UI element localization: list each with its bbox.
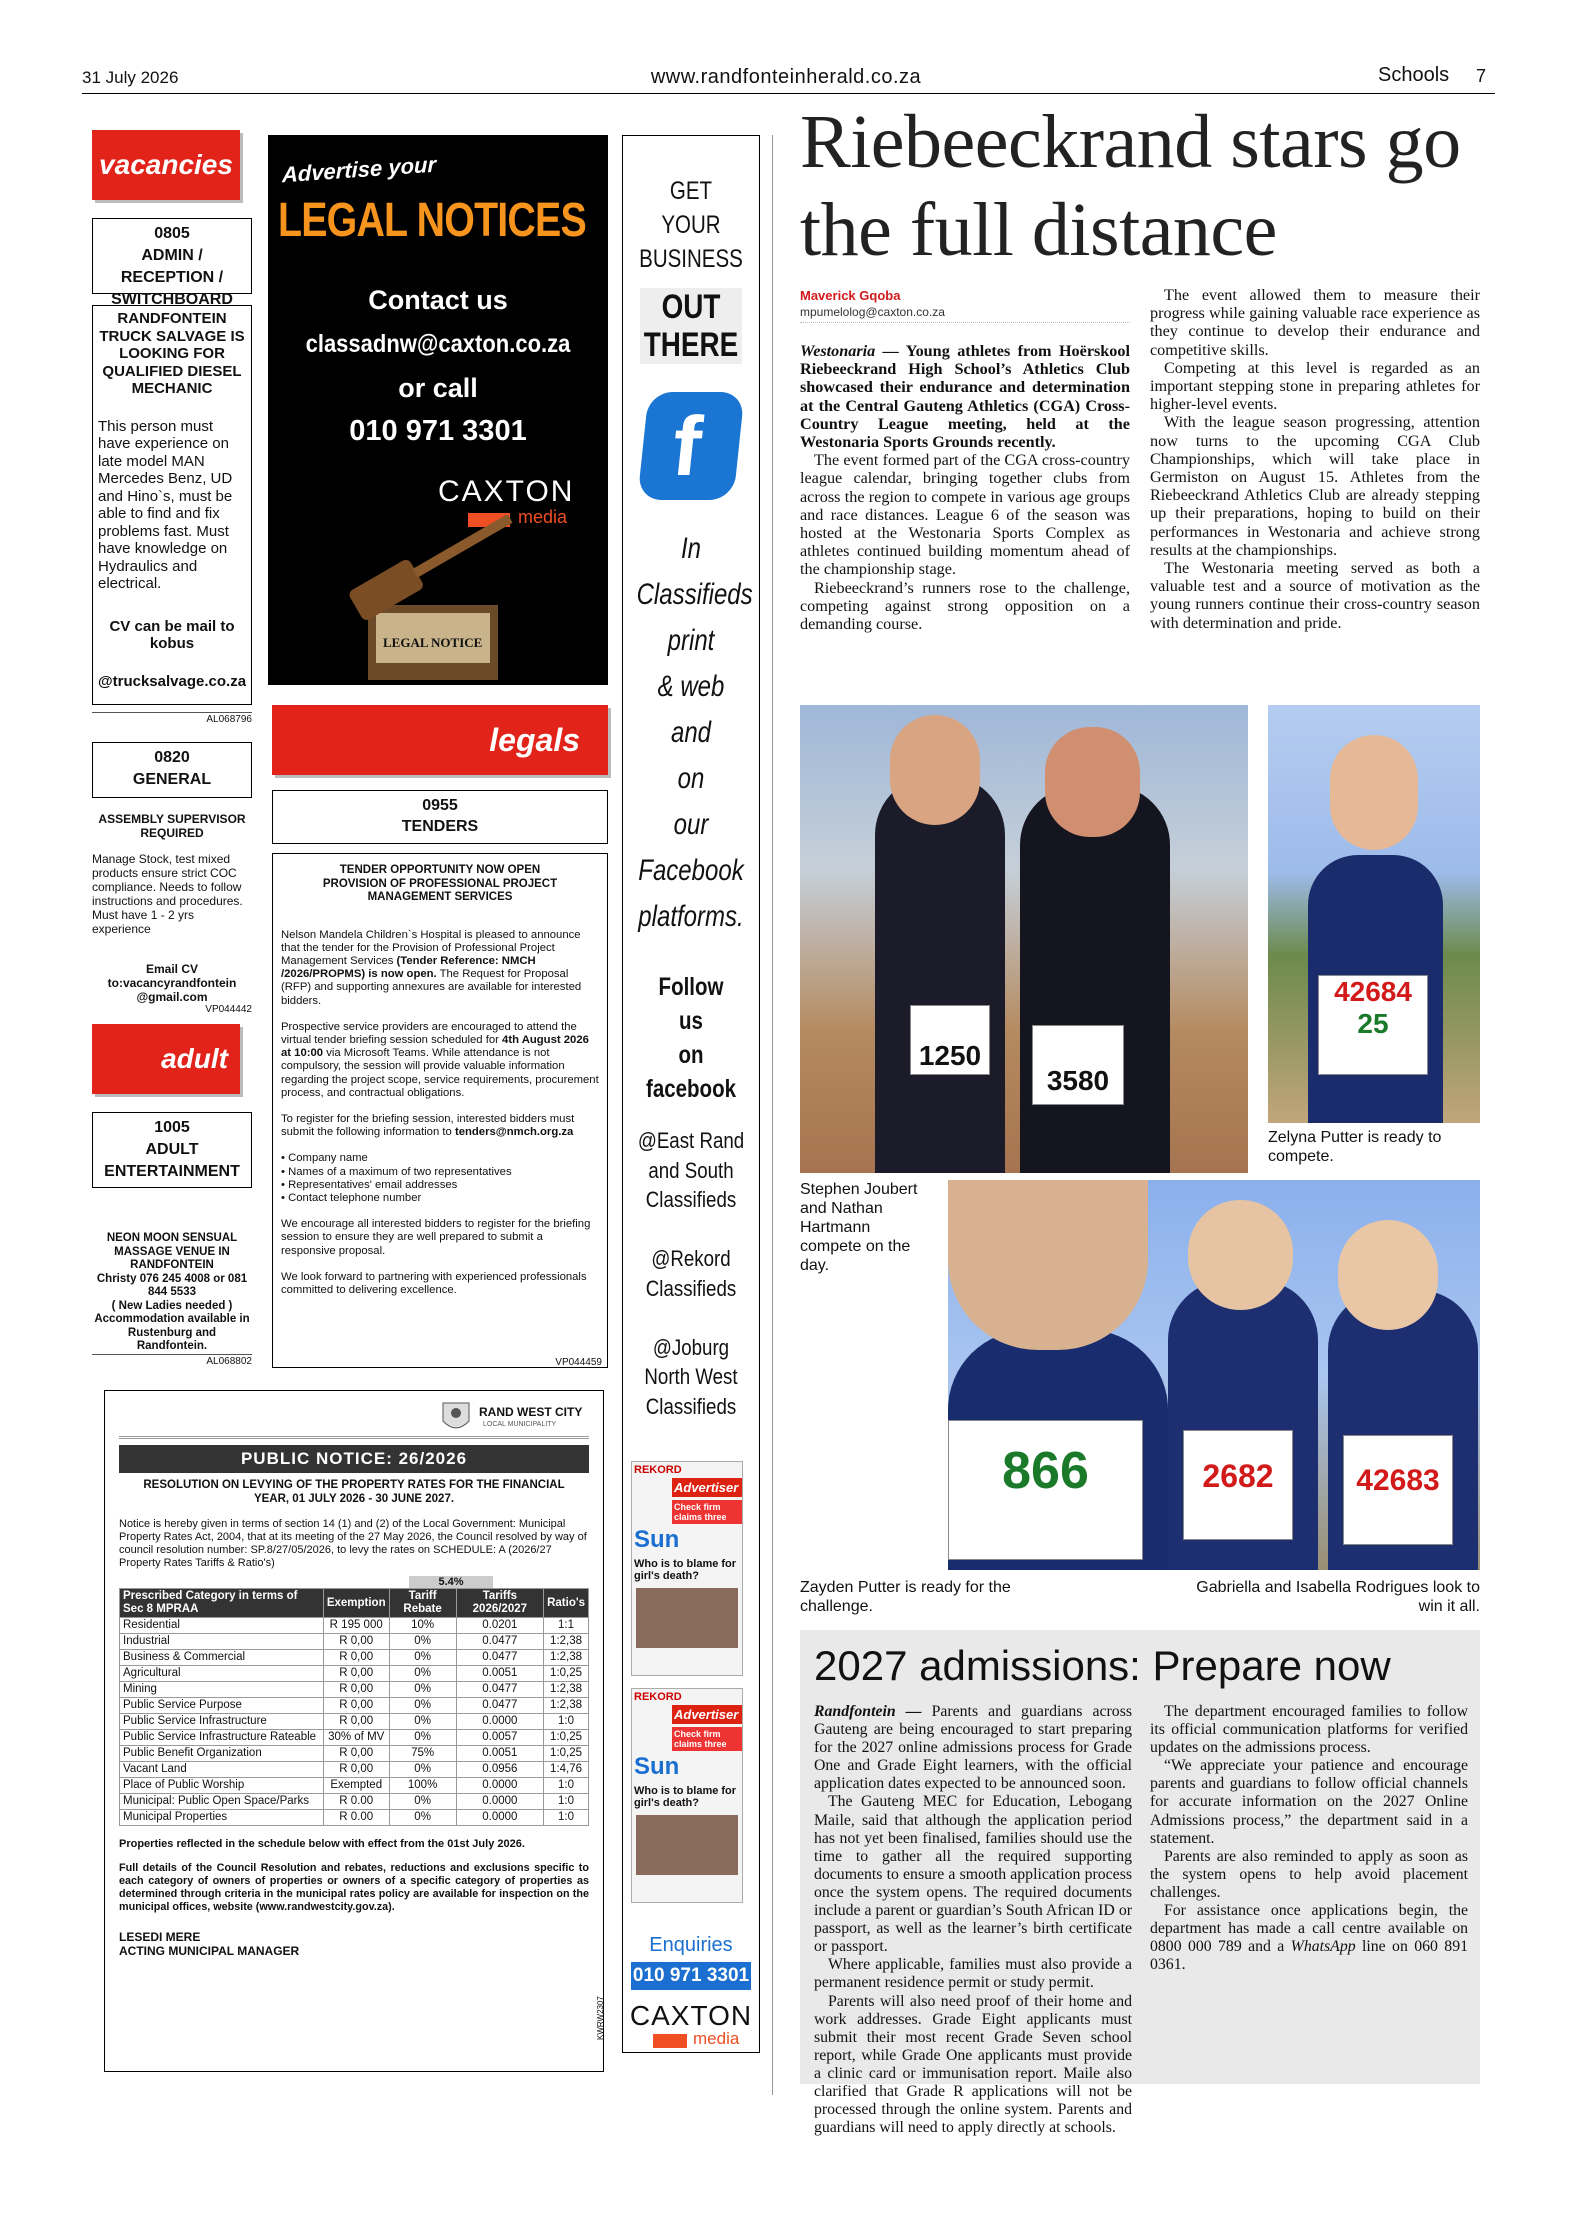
neon-ad-ref: AL068802 [92, 1354, 252, 1370]
article1-lead: Young athletes from Hoërskool Riebeeckrand High School’s Athletics Club showcased their endurance and determination at the Central Gauteng Athletics (CGA) Cross-Country League meeting, held at the Westonaria Sports Grounds recently. [800, 342, 1130, 452]
issue-date: 31 July 2026 [82, 68, 179, 87]
notice-org-sub: LOCAL MUNICIPALITY [483, 1421, 557, 1428]
rates-cell: R 0,00 [323, 1762, 389, 1778]
rates-cell: 100% [389, 1778, 456, 1794]
tender-para-4: We encourage all interested bidders to register for the briefing session to ensure they are well prepared to submit a responsive proposal. [281, 1218, 591, 1257]
rates-cell: 1:0,25 [544, 1746, 589, 1762]
notice-header [119, 1399, 589, 1439]
legal-ad-contact: Contact us [368, 285, 508, 315]
rates-cell: Residential [120, 1618, 324, 1634]
rates-cell: 0.0000 [456, 1794, 543, 1810]
rates-cell: 0.0477 [456, 1634, 543, 1650]
rates-cell: 0% [389, 1794, 456, 1810]
header-rule [82, 93, 1495, 94]
rates-table-row [120, 1810, 589, 1826]
rates-cell: 1:2,38 [544, 1682, 589, 1698]
rates-cell: R 0.00 [323, 1794, 389, 1810]
article2-p8b: WhatsApp [1290, 1938, 1356, 1956]
adult-banner [92, 1024, 240, 1094]
rates-cell: 0.0000 [456, 1778, 543, 1794]
rates-cell: 1:2,38 [544, 1650, 589, 1666]
truck-ad-email: @trucksalvage.co.za [98, 672, 247, 690]
rates-cell: 0.0477 [456, 1682, 543, 1698]
column-rule [772, 135, 773, 2095]
rates-table-row [120, 1714, 589, 1730]
bib-zelyna [1318, 975, 1428, 1075]
legal-ad-phone: 010 971 3301 [349, 415, 527, 447]
tender-p3a: To register for the briefing session, interested bidders must submit the following information to [281, 1112, 575, 1139]
tender-p2a: Prospective service providers are encouraged to attend the virtual tender briefing session scheduled for [281, 1020, 577, 1046]
rates-cell: 0.0956 [456, 1762, 543, 1778]
article1-para-3: Riebeeckrand’s runners rose to the challenge, competing against strong opposition on a demanding course. [800, 578, 1130, 634]
paper-thumb-1 [631, 1461, 743, 1676]
tender-para-5: We look forward to partnering with experienced professionals committed to delivering excellence. [281, 1270, 587, 1296]
rates-cell: 0.0000 [456, 1810, 543, 1826]
tender-notice [272, 853, 608, 1368]
rates-cell: 1:2,38 [544, 1698, 589, 1714]
category-0820: 0820 GENERAL [92, 742, 252, 798]
rates-cell: 30% of MV [323, 1730, 389, 1746]
rates-col-header: Prescribed Category in terms of Sec 8 MPRAA [120, 1589, 324, 1618]
category-1005: 1005 ADULT ENTERTAINMENT [92, 1112, 252, 1188]
rates-cell: R 0,00 [323, 1714, 389, 1730]
tender-para-3 [281, 1113, 599, 1139]
fb-ad-brand-mark [653, 2034, 687, 2048]
article2-col2 [1150, 1703, 1468, 1974]
paper-thumb-2-photo [636, 1815, 738, 1875]
assembly-ad-email: Email CV to:vacancyrandfontein @gmail.com [107, 962, 237, 1004]
rates-cell: 1:0 [544, 1714, 589, 1730]
article1-para-5: Competing at this level is regarded as an important stepping stone in preparing athletes for higher-level events. [1150, 358, 1480, 414]
zelyna-head [1330, 735, 1418, 850]
runner-2-head [1045, 727, 1140, 837]
tender-list: • Company name • Names of a maximum of two representatives • Representatives' email addresses • Contact telephone number [281, 1152, 512, 1204]
fb-ad-brand: CAXTON [629, 2000, 753, 2031]
rates-cell: 0% [389, 1810, 456, 1826]
article1-para-7: The Westonaria meeting served as both a valuable test and a source of motivation as the young runners continue their cross-country season with determination and pride. [1150, 559, 1480, 632]
rates-cell: 0.0477 [456, 1650, 543, 1666]
article1-author: Maverick Gqoba [800, 288, 901, 303]
tender-para-2 [281, 1021, 599, 1100]
rates-cell: 0% [389, 1634, 456, 1650]
paper-thumb-1-question: Who is to blame for girl's death? [634, 1558, 737, 1582]
fb-ad-enquiries: Enquiries [649, 1934, 733, 1956]
article2-para-3: Where applicable, families must also provide a permanent residence permit or study permit. [814, 1956, 1132, 1992]
rates-table-row [120, 1650, 589, 1666]
facebook-logo-icon [637, 392, 744, 500]
rates-cell: 0% [389, 1730, 456, 1746]
truck-ad-title: RANDFONTEIN TRUCK SALVAGE IS LOOKING FOR QUALIFIED DIESEL MECHANIC [99, 310, 245, 397]
article2-col1 [814, 1703, 1132, 2137]
rates-cell: 1:0,25 [544, 1666, 589, 1682]
section-name: Schools [1378, 64, 1450, 86]
fb-ad-follow: Follow us on facebook [645, 973, 736, 1103]
rates-cell: 0.0477 [456, 1698, 543, 1714]
rates-table-row [120, 1618, 589, 1634]
rates-cell: 0.0000 [456, 1714, 543, 1730]
rates-cell: Mining [120, 1682, 324, 1698]
assembly-ad-ref: VP044442 [205, 1004, 252, 1015]
photo-stephen-nathan [800, 705, 1248, 1173]
paper-thumb-1-headline: Check firm claims three [672, 1500, 742, 1524]
tender-p2b: 4th August 2026 at 10:00 [281, 1033, 589, 1060]
facebook-ad [622, 135, 760, 2053]
caption-rodrigues: Gabriella and Isabella Rodrigues look to win it all. [1196, 1579, 1480, 1615]
truck-ad-cv: CV can be mail to kobus [109, 617, 235, 652]
tender-title: TENDER OPPORTUNITY NOW OPEN PROVISION OF PROFESSIONAL PROJECT MANAGEMENT SERVICES [322, 864, 558, 903]
photo-zayden-rodrigues [948, 1180, 1480, 1570]
tender-p1a: Nelson Mandela Children`s Hospital is pleased to announce that the tender for the Provision of Professional Project Management Services [281, 928, 581, 967]
category-0955: 0955 TENDERS [272, 790, 608, 844]
caption-zayden: Zayden Putter is ready for the challenge. [800, 1579, 1011, 1615]
rates-cell: R 0,00 [323, 1682, 389, 1698]
rates-cell: 1:0 [544, 1794, 589, 1810]
rates-cell: Vacant Land [120, 1762, 324, 1778]
article2-p8c: line on 060 891 0361. [1150, 1938, 1468, 1974]
assembly-ad-title: ASSEMBLY SUPERVISOR REQUIRED [98, 812, 246, 840]
municipal-crest-icon [439, 1399, 473, 1437]
bib-42683: 42683 [1343, 1435, 1453, 1545]
legals-label: legals [489, 722, 580, 758]
rates-cell: 0% [389, 1762, 456, 1778]
adult-label: adult [161, 1043, 228, 1074]
rates-cell: 1:0 [544, 1810, 589, 1826]
rates-table-header [120, 1589, 589, 1618]
rates-cell: Exempted [323, 1778, 389, 1794]
legal-ad-brand-sub: media [518, 507, 568, 527]
article2-para-8 [1150, 1902, 1468, 1974]
paper-thumb-1-mast: Advertiser [672, 1478, 742, 1497]
bib-3580: 3580 [1032, 1025, 1124, 1105]
gabriella-head [1188, 1200, 1293, 1310]
legal-ad-sign: LEGAL NOTICE [383, 635, 483, 650]
rates-cell: 0% [389, 1698, 456, 1714]
tender-ref: VP044459 [555, 1357, 602, 1368]
paper-thumb-2 [631, 1688, 743, 1903]
caption-zelyna: Zelyna Putter is ready to compete. [1268, 1129, 1442, 1165]
rates-cell: Public Service Purpose [120, 1698, 324, 1714]
paper-thumb-2-mast: Advertiser [672, 1705, 742, 1724]
notice-ref: KWRW2307 [596, 1996, 605, 2040]
article1-col1 [800, 342, 1130, 633]
rates-col-header: Ratio's [544, 1589, 589, 1618]
rates-col-header: Tariffs 2026/2027 [456, 1589, 543, 1618]
isabella-head [1338, 1220, 1438, 1330]
rates-cell: 0.0057 [456, 1730, 543, 1746]
byline-rule [800, 322, 1130, 323]
fb-ad-out: OUT THERE [640, 288, 742, 364]
vacancies-label: vacancies [99, 149, 233, 180]
fb-letter: f [668, 399, 706, 493]
article2-p8a: For assistance once applications begin, the department has made a call centre available on 0800 000 789 and a [1150, 1902, 1468, 1956]
category-0805: 0805 ADMIN / RECEPTION / SWITCHBOARD [92, 218, 252, 294]
zayden-head [948, 1180, 1148, 1350]
notice-intro: Notice is hereby given in terms of section 14 (1) and (2) of the Local Government: Municipal Property Rates Act, 2004, that at its meeting of the 27 May 2026, the Council resolved by way of council resolution number: SP.8/27/05/2026, to levy the rates on SCHEDULE: A (2026/27 Property Rates Tariffs & Ratio's) [119, 1518, 587, 1569]
rates-cell: Industrial [120, 1634, 324, 1650]
paper-thumb-2-question: Who is to blame for girl's death? [634, 1785, 737, 1809]
legal-notices-ad [268, 135, 608, 685]
notice-signer-title: ACTING MUNICIPAL MANAGER [119, 1944, 300, 1958]
article1-headline: Riebeeckrand stars go the full distance [800, 100, 1461, 272]
fb-ad-pages: @East Rand and South Classifieds @Rekord Classifieds @Joburg North West Classifieds [637, 1128, 745, 1419]
rates-cell: Place of Public Worship [120, 1778, 324, 1794]
rates-cell: 1:4,76 [544, 1762, 589, 1778]
notice-signer: LESEDI MERE [119, 1930, 201, 1944]
photo-zelyna [1268, 705, 1480, 1123]
rates-table-row [120, 1794, 589, 1810]
article2-para-5: The department encouraged families to follow its official communication platforms for verified updates on the admissions process. [1150, 1703, 1468, 1757]
fb-ad-in-classifieds: In Classifieds print & web and on our Facebook platforms. [636, 532, 753, 933]
rates-cell: 0.0201 [456, 1618, 543, 1634]
bib-866: 866 [1002, 1442, 1089, 1500]
page-number: 7 [1476, 66, 1487, 86]
rates-cell: R 195 000 [323, 1618, 389, 1634]
paper-thumb-2-title: REKORD [634, 1691, 682, 1703]
article2-para-4: Parents will also need proof of their home and work addresses. Grade Eight applicants must submit their most recent Grade Seven school report, while Grade One applicants must provide a clinic card or immunisation report. Maile also clarified that Grade R applications will not be processed through the online system. Parents and guardians will need to apply directly at schools. [814, 1992, 1132, 2137]
rates-cell: Municipal: Public Open Space/Parks [120, 1794, 324, 1810]
runner-1-figure [875, 775, 1005, 1173]
rates-cell: Public Benefit Organization [120, 1746, 324, 1762]
rates-cell: R 0,00 [323, 1666, 389, 1682]
tender-p3b: tenders@nmch.org.za [454, 1126, 574, 1139]
notice-title: PUBLIC NOTICE: 26/2026 [119, 1445, 589, 1473]
truck-ad-body: This person must have experience on late model MAN Mercedes Benz, UD and Hino`s, must be able to find and fix problems fast. Must have knowledge on Hydraulics and electrical. [98, 417, 233, 592]
vacancies-banner [92, 130, 240, 200]
rates-cell: 75% [389, 1746, 456, 1762]
article2-headline: 2027 admissions: Prepare now [814, 1642, 1391, 1689]
rates-cell: 1:2,38 [544, 1634, 589, 1650]
rates-table-row [120, 1762, 589, 1778]
rates-cell: 0% [389, 1650, 456, 1666]
bib-42684: 42684 [1334, 976, 1412, 1007]
truck-salvage-ad [92, 305, 252, 705]
rates-table-row [120, 1746, 589, 1762]
gavel-icon [308, 515, 528, 685]
article2-para-6: “We appreciate your patience and encourage parents and guardians to follow official channels for accurate information on the 2027 Online Admissions process,” the department said in a statement. [1150, 1757, 1468, 1847]
rates-cell: 1:1 [544, 1618, 589, 1634]
runner-1-head [890, 715, 980, 825]
rates-col-header: Exemption [323, 1589, 389, 1618]
rates-table-row [120, 1730, 589, 1746]
rates-cell: Business & Commercial [120, 1650, 324, 1666]
rates-cell: Agricultural [120, 1666, 324, 1682]
rates-cell: 0% [389, 1666, 456, 1682]
tender-p1b: (Tender Reference: NMCH /2026/PROPMS) is now open. [281, 954, 536, 981]
article1-para-2: The event formed part of the CGA cross-country league calendar, bringing together clubs from across the region to compete in various age groups and race distances. League 6 of the season was hosted at the Westonaria Sports Complex as athletes continued building momentum ahead of the championship stage. [800, 451, 1130, 579]
legal-ad-advertise: Advertise your [282, 151, 437, 188]
rates-cell: 0.0051 [456, 1746, 543, 1762]
article2-dateline: Randfontein — [814, 1703, 922, 1720]
article2-para-2: The Gauteng MEC for Education, Lebogang Maile, said that although the application period has not yet been finalised, families should use the time to gather all the required supporting documents to ensure a smooth application process once the system opens. The required documents include a parent or guardian’s South African ID or passport, as well as the learner’s birth certificate or passport. [814, 1793, 1132, 1956]
rates-table-row [120, 1634, 589, 1650]
rates-cell: R 0.00 [323, 1810, 389, 1826]
neon-moon-ad: NEON MOON SENSUAL MASSAGE VENUE IN RANDFONTEIN Christy 076 245 4008 or 081 844 5533 ( New Ladies needed ) Accommodation available in Rustenburg and Randfontein. [94, 1232, 250, 1352]
rates-col-header: Tariff Rebate [389, 1589, 456, 1618]
paper-thumb-1-sun: Sun [634, 1526, 680, 1553]
caption-stephen-nathan: Stephen Joubert and Nathan Hartmann compete on the day. [800, 1181, 918, 1274]
bib-25: 25 [1357, 1008, 1389, 1039]
rates-cell: Public Service Infrastructure Rateable [120, 1730, 324, 1746]
bib-2682: 2682 [1183, 1430, 1293, 1540]
fb-ad-phone: 010 971 3301 [631, 1962, 751, 1990]
article1-para-4: The event allowed them to measure their progress while gaining valuable race experience as they continue to develop their endurance and competitive skills. [1150, 286, 1480, 359]
rates-table-row [120, 1682, 589, 1698]
paper-thumb-1-title: REKORD [634, 1464, 682, 1476]
notice-pct: 5.4% [409, 1576, 493, 1588]
rates-table [119, 1588, 589, 1826]
rates-cell: 0.0051 [456, 1666, 543, 1682]
paper-thumb-1-photo [636, 1588, 738, 1648]
paper-thumb-2-headline: Check firm claims three [672, 1727, 742, 1751]
legal-ad-or-call: or call [398, 373, 478, 403]
tender-para-1 [281, 929, 599, 1008]
rates-table-row [120, 1698, 589, 1714]
rates-table-row [120, 1778, 589, 1794]
rates-table-row [120, 1666, 589, 1682]
notice-effect: Properties reflected in the schedule below with effect from the 01st July 2026. [119, 1838, 525, 1850]
rates-cell: Public Service Infrastructure [120, 1714, 324, 1730]
article2-para-1: Parents and guardians across Gauteng are being encouraged to start preparing for the 2027 online admissions process for Grade One and Grade Eight learners, with the official application dates expected to be announced soon. [814, 1703, 1133, 1793]
article1-email: mpumelolog@caxton.co.za [800, 305, 945, 319]
article1-para-6: With the league season progressing, attention now turns to the upcoming CGA Club Championships, which will take place in Germiston on August 15. Athletes from the Riebeeckrand Athletics Club are already stepping up their preparations, hoping to build on their performances in Westonaria and achieve strong results at the championships. [1150, 413, 1480, 559]
rates-table-body [120, 1618, 589, 1826]
paper-thumb-2-sun: Sun [634, 1753, 680, 1780]
bib-zayden [948, 1420, 1143, 1560]
notice-subtitle: RESOLUTION ON LEVYING OF THE PROPERTY RATES FOR THE FINANCIAL YEAR, 01 JULY 2026 - 30 JUNE 2027. [143, 1479, 565, 1505]
public-notice [104, 1390, 604, 2072]
article2-para-7: Parents are also reminded to apply as soon as the system opens to help avoid placement challenges. [1150, 1847, 1468, 1901]
fb-ad-brand-sub: media [693, 2029, 740, 2048]
rates-cell: 10% [389, 1618, 456, 1634]
tender-p1c: The Request for Proposal (RFP) and supporting annexures are available for interested bidders. [281, 968, 582, 1007]
assembly-ad-body: Manage Stock, test mixed products ensure strict COC compliance. Needs to follow instructions and procedures. Must have 1 - 2 yrs experience [92, 852, 243, 936]
rates-cell: 0% [389, 1682, 456, 1698]
rates-cell: R 0,00 [323, 1746, 389, 1762]
rates-cell: 1:0 [544, 1778, 589, 1794]
runner-2-figure [1020, 785, 1170, 1173]
fb-ad-get: GET YOUR BUSINESS [639, 177, 743, 273]
rates-cell: R 0,00 [323, 1698, 389, 1714]
article1-col2 [1150, 286, 1480, 632]
rates-cell: Municipal Properties [120, 1810, 324, 1826]
rates-cell: 0% [389, 1714, 456, 1730]
legal-ad-email: classadnw@caxton.co.za [305, 330, 571, 358]
article1-dateline: Westonaria — [800, 342, 899, 360]
legal-ad-title: LEGAL NOTICES [278, 194, 586, 247]
notice-org: RAND WEST CITY [479, 1405, 583, 1419]
bib-1250: 1250 [910, 1005, 990, 1075]
legal-ad-brand: CAXTON [438, 475, 575, 508]
truck-ad-ref: AL068796 [92, 712, 252, 728]
tender-p2c: via Microsoft Teams. While attendance is not compulsory, the session will provide valuable information regarding the project scope, service requirements, procurement process, and contractual obligations. [281, 1047, 599, 1099]
legals-banner [272, 705, 608, 775]
rates-cell: R 0,00 [323, 1634, 389, 1650]
notice-details: Full details of the Council Resolution and rebates, reductions and exclusions specific to each category of owners of properties or owners of a specific category of properties as determined through criteria in the municipal rates policy are available for inspection on the municipal offices, website (www.randwestcity.gov.za). [119, 1862, 589, 1913]
rates-cell: R 0,00 [323, 1650, 389, 1666]
site-url: www.randfonteinherald.co.za [650, 66, 922, 88]
rates-cell: 1:0,25 [544, 1730, 589, 1746]
